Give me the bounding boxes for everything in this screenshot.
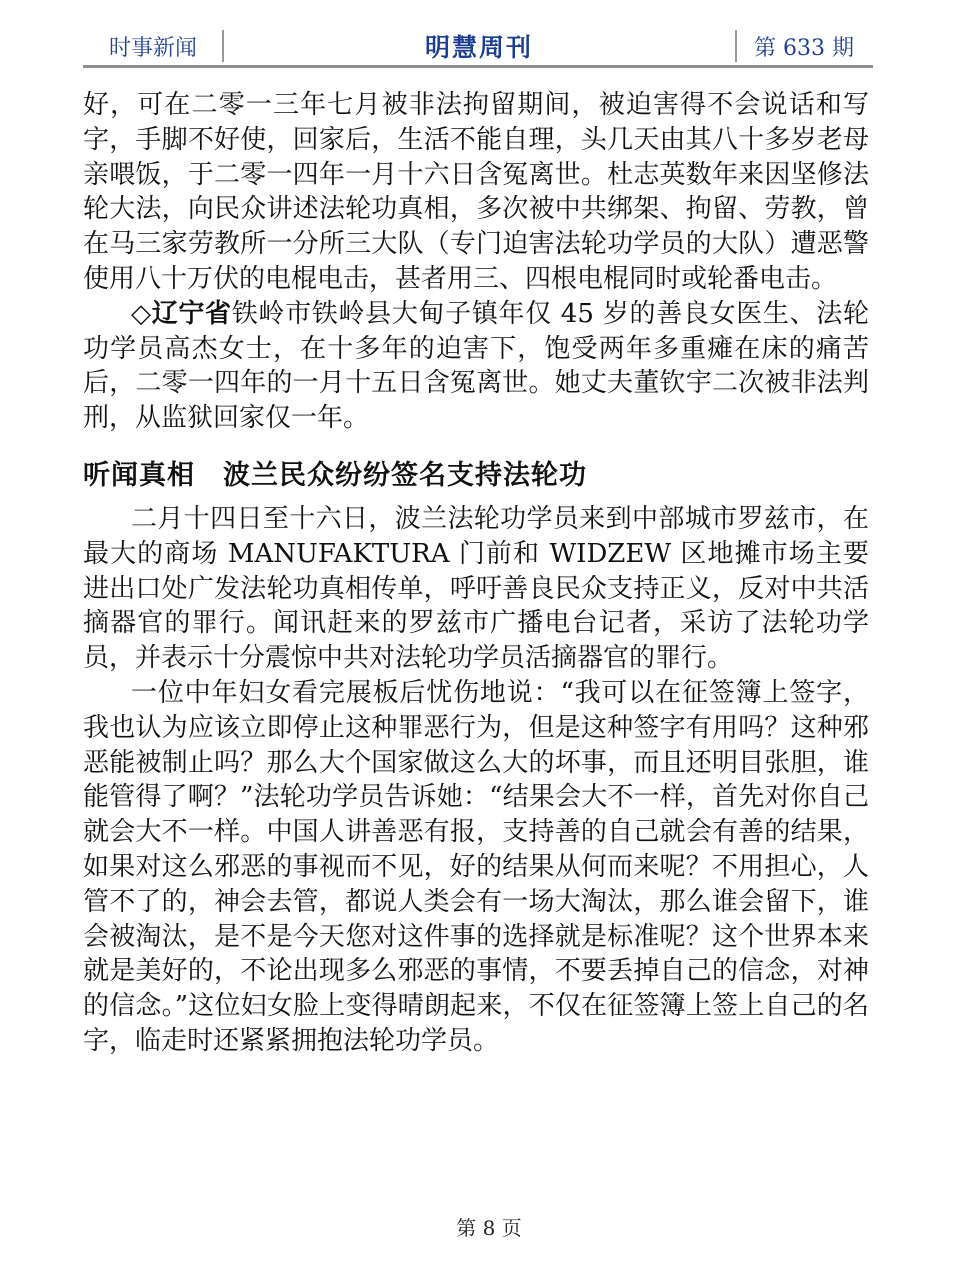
page-number: 第 8 页 <box>456 1216 522 1240</box>
paragraph-2 <box>83 297 869 436</box>
page-header <box>83 24 873 68</box>
paragraph-3: 二月十四日至十六日，波兰法轮功学员来到中部城市罗兹市，在最大的商场 MANUFAKTURA 门前和 WIDZEW 区地摊市场主要进出口处广发法轮功真相传单，呼吁善良民众支持正义，反对中共活摘器官的罪行。闻讯赶来的罗兹市广播电台记者，采访了法轮功学员，并表示十分震惊中共对法轮功学员活摘器官的罪行。 <box>83 503 869 674</box>
bullet-diamond: ◇ <box>131 298 152 329</box>
publication-title: 明慧周刊 <box>424 33 533 62</box>
paragraph-4: 一位中年妇女看完展板后忧伤地说：“我可以在征签簿上签字，我也认为应该立即停止这种罪恶行为，但是这种签字有用吗？这种邪恶能被制止吗？那么大个国家做这么大的坏事，而且还明目张胆，谁能管得了啊？”法轮功学员告诉她：“结果会大不一样，首先对你自己就会大不一样。中国人讲善恶有报，支持善的自己就会有善的结果，如果对这么邪恶的事视而不见，好的结果从何而来呢？不用担心，人管不了的，神会去管，都说人类会有一场大淘汰，那么谁会留下，谁会被淘汰，是不是今天您对这件事的选择就是标准呢？这个世界本来就是美好的，不论出现多么邪恶的事情，不要丢掉自己的信念，对神的信念。”这位妇女脸上变得晴朗起来，不仅在征签簿上签上自己的名字，临走时还紧紧拥抱法轮功学员。 <box>83 677 869 1056</box>
article-body <box>83 88 869 1059</box>
section-label: 时事新闻 <box>108 35 197 61</box>
article-heading: 听闻真相 波兰民众纷纷签名支持法轮功 <box>83 459 587 491</box>
paragraph-1: 好，可在二零一三年七月被非法拘留期间，被迫害得不会说话和写字，手脚不好使，回家后，生活不能自理，头几天由其八十多岁老母亲喂饭，于二零一四年一月十六日含冤离世。杜志英数年来因坚修法轮大法，向民众讲述法轮功真相，多次被中共绑架、拘留、劳教，曾在马三家劳教所一分所三大队（专门迫害法轮功学员的大队）遭恶警使用八十万伏的电棍电击，甚者用三、四根电棍同时或轮番电击。 <box>83 90 869 294</box>
location-name: 辽宁省 <box>151 298 232 329</box>
paragraph-2-text: 铁岭市铁岭县大甸子镇年仅 45 岁的善良女医生、法轮功学员高杰女士，在十多年的迫害下，饱受两年多重瘫在床的痛苦后，二零一四年的一月十五日含冤离世。她丈夫董钦宇二次被非法判刑，从监狱回家仅一年。 <box>83 298 869 434</box>
issue-number: 第 633 期 <box>754 35 854 61</box>
header-rule <box>83 65 873 68</box>
